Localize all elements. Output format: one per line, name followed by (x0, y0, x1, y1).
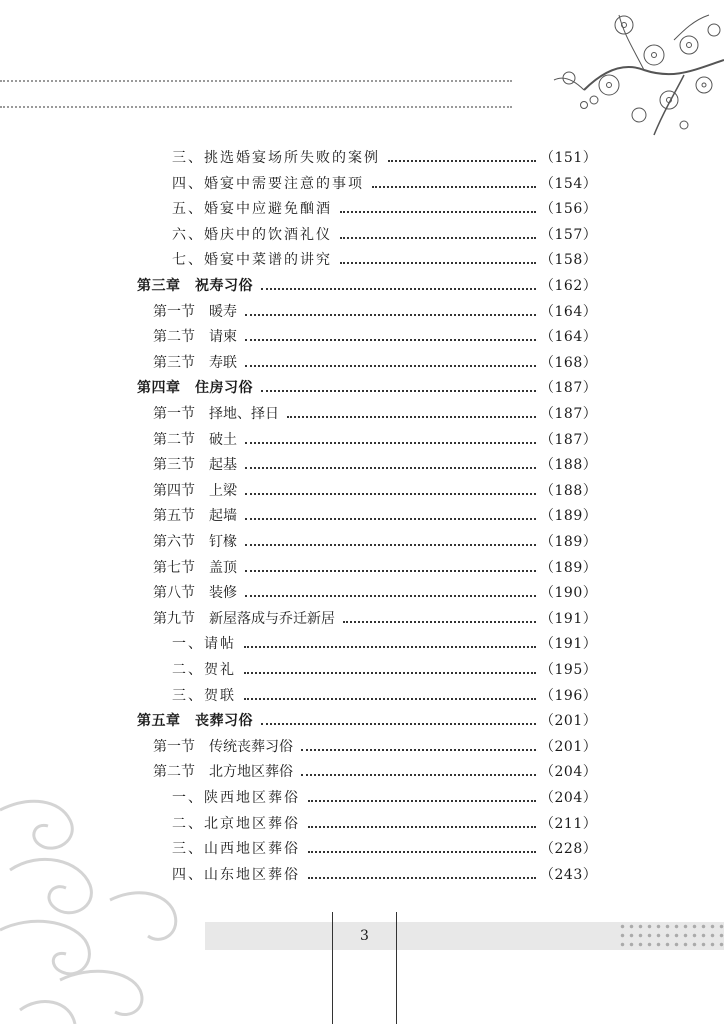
toc-leader-dots (372, 186, 536, 188)
toc-entry-label: 第二节 请柬 (153, 329, 237, 346)
toc-leader-dots (340, 211, 536, 213)
toc-entry-label: 四、山东地区葬俗 (172, 866, 300, 883)
toc-entry-label: 一、陕西地区葬俗 (172, 790, 300, 806)
toc-page-number: （187） (540, 406, 598, 422)
toc-entry-label: 第四章 住房习俗 (137, 380, 253, 397)
footer-dot-pattern (618, 922, 724, 950)
toc-leader-dots (340, 237, 536, 239)
toc-page-number: （189） (540, 559, 598, 576)
toc-section-row[interactable] (0, 582, 724, 604)
toc-leader-dots (308, 851, 536, 853)
toc-item-row[interactable] (0, 249, 724, 271)
toc-item-row[interactable] (0, 813, 724, 835)
toc-page-number: （228） (540, 841, 598, 858)
toc-page-number: （191） (540, 636, 598, 653)
toc-entry-label: 第五章 丧葬习俗 (137, 713, 253, 730)
toc-chapter-row[interactable] (0, 275, 724, 297)
toc-entry-label: 六、婚庆中的饮酒礼仪 (172, 226, 332, 243)
toc-leader-dots (245, 339, 536, 341)
toc-page-number: （189） (540, 508, 598, 525)
toc-item-row[interactable] (0, 224, 724, 246)
toc-entry-label: 第六节 钉椽 (153, 534, 237, 550)
toc-leader-dots (245, 314, 536, 316)
toc-entry-label: 第二节 破土 (153, 431, 237, 448)
header-dotted-rule-bottom (0, 106, 512, 108)
footer-divider-right (396, 912, 397, 1024)
toc-leader-dots (343, 621, 536, 623)
toc-entry-label: 第三章 祝寿习俗 (137, 278, 253, 294)
toc-section-row[interactable] (0, 557, 724, 579)
toc-chapter-row[interactable] (0, 377, 724, 399)
toc-item-row[interactable] (0, 659, 724, 681)
toc-section-row[interactable] (0, 429, 724, 451)
toc-page-number: （201） (540, 738, 598, 755)
toc-item-row[interactable] (0, 685, 724, 707)
toc-leader-dots (388, 160, 536, 162)
toc-leader-dots (261, 390, 536, 392)
toc-section-row[interactable] (0, 505, 724, 527)
toc-leader-dots (308, 800, 536, 802)
toc-leader-dots (261, 288, 536, 290)
toc-page-number: （158） (540, 252, 598, 269)
toc-entry-label: 第二节 北方地区葬俗 (153, 764, 293, 781)
toc-page-number: （188） (540, 482, 598, 499)
toc-leader-dots (245, 442, 536, 444)
toc-entry-label: 第四节 上梁 (153, 482, 237, 499)
toc-entry-label: 二、北京地区葬俗 (172, 815, 300, 832)
toc-section-row[interactable] (0, 480, 724, 502)
toc-leader-dots (245, 595, 536, 597)
toc-item-row[interactable] (0, 198, 724, 220)
toc-page-number: （204） (540, 790, 598, 806)
toc-leader-dots (261, 723, 536, 725)
toc-entry-label: 七、婚宴中菜谱的讲究 (172, 252, 332, 269)
toc-leader-dots (244, 672, 536, 674)
toc-page-number: （204） (540, 764, 598, 781)
toc-leader-dots (245, 365, 536, 367)
toc-leader-dots (301, 774, 536, 776)
toc-page-number: （187） (540, 431, 598, 448)
toc-page-number: （243） (540, 866, 598, 883)
toc-entry-label: 三、贺联 (172, 687, 236, 704)
toc-page-number: （164） (540, 303, 598, 320)
toc-page-number: （151） (540, 150, 598, 166)
header-dotted-rule-top (0, 80, 512, 82)
toc-page-number: （187） (540, 380, 598, 397)
toc-page-number: （157） (540, 226, 598, 243)
plum-blossom-decoration (524, 0, 724, 150)
toc-chapter-row[interactable] (0, 710, 724, 732)
toc-leader-dots (308, 826, 536, 828)
toc-leader-dots (245, 467, 536, 469)
toc-leader-dots (245, 493, 536, 495)
toc-entry-label: 第一节 择地、择日 (153, 406, 279, 422)
toc-page-number: （191） (540, 610, 598, 627)
toc-section-row[interactable] (0, 736, 724, 758)
toc-page-number: （188） (540, 457, 598, 474)
toc-item-row[interactable] (0, 147, 724, 169)
page-number: 3 (333, 922, 396, 950)
toc-entry-label: 第五节 起墙 (153, 508, 237, 525)
toc-leader-dots (245, 544, 536, 546)
toc-entry-label: 四、婚宴中需要注意的事项 (172, 175, 364, 192)
toc-entry-label: 第七节 盖顶 (153, 559, 237, 576)
toc-leader-dots (301, 749, 536, 751)
toc-entry-label: 第一节 暖寿 (153, 303, 237, 320)
toc-leader-dots (308, 877, 536, 879)
toc-entry-label: 二、贺礼 (172, 662, 236, 678)
toc-section-row[interactable] (0, 761, 724, 783)
toc-entry-label: 三、山西地区葬俗 (172, 841, 300, 858)
toc-leader-dots (245, 518, 536, 520)
toc-section-row[interactable] (0, 608, 724, 630)
toc-section-row[interactable] (0, 531, 724, 553)
toc-page-number: （190） (540, 585, 598, 602)
toc-page-number: （196） (540, 687, 598, 704)
toc-section-row[interactable] (0, 454, 724, 476)
toc-leader-dots (244, 646, 536, 648)
toc-entry-label: 第三节 起基 (153, 457, 237, 474)
toc-page-number: （195） (540, 662, 598, 678)
toc-section-row[interactable] (0, 326, 724, 348)
toc-leader-dots (245, 570, 536, 572)
toc-entry-label: 第一节 传统丧葬习俗 (153, 738, 293, 755)
toc-entry-label: 第三节 寿联 (153, 354, 237, 371)
toc-section-row[interactable] (0, 352, 724, 374)
toc-page-number: （189） (540, 534, 598, 550)
toc-item-row[interactable] (0, 173, 724, 195)
toc-item-row[interactable] (0, 864, 724, 886)
toc-entry-label: 五、婚宴中应避免酗酒 (172, 201, 332, 218)
toc-leader-dots (340, 262, 536, 264)
toc-leader-dots (244, 698, 536, 700)
toc-leader-dots (287, 416, 536, 418)
toc-page-number: （164） (540, 329, 598, 346)
toc-entry-label: 第九节 新屋落成与乔迁新居 (153, 610, 335, 627)
toc-page-number: （201） (540, 713, 598, 730)
toc-section-row[interactable] (0, 403, 724, 425)
toc-page-number: （154） (540, 175, 598, 192)
toc-page-number: （168） (540, 354, 598, 371)
toc-entry-label: 三、挑选婚宴场所失败的案例 (172, 150, 380, 166)
toc-page-number: （211） (540, 815, 598, 832)
toc-section-row[interactable] (0, 301, 724, 323)
toc-item-row[interactable] (0, 838, 724, 860)
toc-entry-label: 一、请帖 (172, 636, 236, 653)
toc-page-number: （162） (540, 278, 598, 294)
toc-entry-label: 第八节 装修 (153, 585, 237, 602)
toc-item-row[interactable] (0, 787, 724, 809)
toc-page-number: （156） (540, 201, 598, 218)
toc-item-row[interactable] (0, 633, 724, 655)
